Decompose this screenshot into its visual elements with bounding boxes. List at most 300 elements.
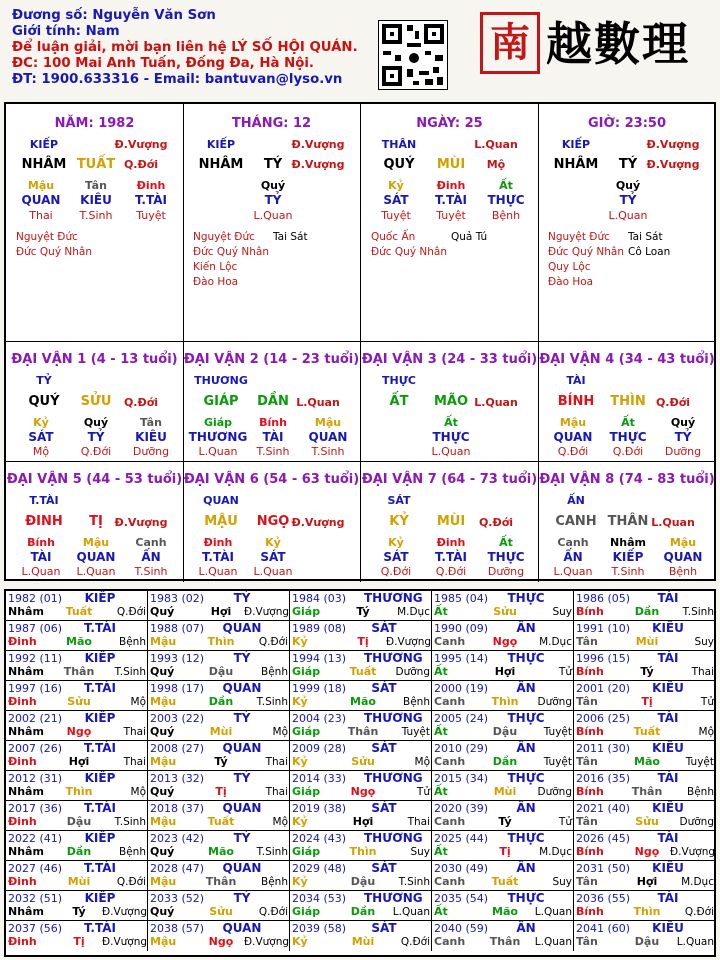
year-chi: Tý — [356, 605, 370, 618]
hidden-star: KIÊU — [80, 193, 112, 207]
extra-row — [193, 275, 353, 290]
dv-hidden-note: T.Sinh — [134, 565, 168, 578]
dv-hidden-note: Dưỡng — [487, 565, 525, 578]
extra-row — [371, 230, 531, 245]
year-state: Q.Đới — [258, 906, 288, 918]
year-can: Đinh — [8, 635, 37, 648]
dai-van-3 — [361, 342, 539, 462]
hidden-star: TỶ — [619, 193, 637, 207]
year-chi: Tị — [641, 695, 653, 708]
dai-van-1 — [6, 342, 184, 462]
year-cell — [432, 591, 574, 621]
year-state: L.Quan — [534, 906, 572, 918]
dv-hidden-can: Bính — [259, 416, 287, 429]
year-can: Giáp — [292, 785, 321, 798]
year-cell — [432, 681, 574, 711]
dv-hidden-star: SÁT — [28, 430, 54, 444]
year-label: 2019 (38) — [292, 802, 347, 815]
year-cell — [574, 711, 716, 741]
year-state: Thai — [123, 726, 146, 738]
hidden-can: Quý — [260, 179, 286, 192]
year-cell — [6, 921, 148, 951]
pillar-chi: TÝ — [263, 157, 283, 172]
year-label: 1985 (04) — [434, 592, 489, 605]
year-star: ẤN — [516, 681, 536, 695]
year-chi: Mão — [492, 905, 518, 918]
year-can: Canh — [434, 875, 466, 888]
year-can: Quý — [150, 605, 175, 618]
year-state: Mộ — [272, 816, 288, 828]
dv-hidden-star: TỶ — [674, 430, 692, 444]
year-chi: Tuất — [491, 875, 519, 888]
year-chi: Mão — [634, 755, 660, 768]
pillar-4 — [538, 104, 716, 342]
year-star: QUAN — [222, 621, 262, 635]
year-state: Thai — [691, 666, 714, 678]
year-label: 2031 (50) — [576, 862, 631, 875]
dai-van-chi: SỬU — [80, 394, 112, 409]
extra-row — [548, 245, 708, 260]
dv-hidden-star: SÁT — [383, 550, 409, 564]
qr-code-icon[interactable] — [378, 20, 448, 90]
year-star: SÁT — [371, 921, 397, 935]
year-label: 2024 (43) — [292, 832, 347, 845]
year-cell — [148, 591, 290, 621]
year-chi: Mùi — [635, 635, 659, 648]
year-state: T.Sinh — [114, 666, 146, 678]
extra-row — [16, 230, 176, 245]
year-label: 2011 (30) — [576, 742, 631, 755]
year-star: THƯƠNG — [364, 711, 423, 725]
year-can: Mậu — [150, 875, 177, 888]
year-label: 2023 (42) — [150, 832, 205, 845]
pillar-star-note: L.Quan — [474, 138, 518, 151]
year-cell — [432, 711, 574, 741]
pillar-2 — [183, 104, 361, 342]
year-chi: Sửu — [67, 695, 91, 708]
year-cell — [574, 591, 716, 621]
year-label: 1990 (09) — [434, 622, 489, 635]
pillar-3 — [361, 104, 539, 342]
dv-hidden-star: KIÊU — [135, 430, 167, 444]
dai-van-can: GIÁP — [203, 394, 239, 409]
year-can: Đinh — [8, 815, 37, 828]
year-can: Ất — [434, 785, 448, 798]
year-label: 1989 (08) — [292, 622, 347, 635]
year-can: Nhâm — [8, 665, 44, 678]
year-state: Đ.Vượng — [102, 906, 148, 918]
hidden-star: T.TÀI — [135, 193, 167, 207]
year-cell — [148, 621, 290, 651]
dai-van-can: BÍNH — [557, 394, 595, 409]
year-chi: Ngọ — [208, 935, 234, 948]
year-state: M.Dục — [539, 636, 572, 648]
year-can: Ất — [434, 725, 448, 738]
dv-hidden-note: L.Quan — [431, 445, 471, 458]
dai-van-star: QUAN — [203, 494, 239, 507]
dv-hidden-star: QUAN — [553, 430, 593, 444]
year-chi: Ngọ — [66, 725, 92, 738]
pillar-chi-note: Đ.Vượng — [291, 158, 345, 171]
owner-gender: Giới tính: Nam — [12, 24, 120, 39]
dv-hidden-star: THỰC — [609, 430, 647, 444]
year-star: QUAN — [222, 741, 262, 755]
year-can: Giáp — [292, 905, 321, 918]
year-label: 2039 (58) — [292, 922, 347, 935]
dv-hidden-note: L.Quan — [198, 565, 238, 578]
year-cell — [6, 891, 148, 921]
year-chi: Tị — [215, 785, 227, 798]
year-chi: Dậu — [208, 665, 234, 678]
year-star: KIÊU — [652, 741, 684, 755]
year-state: Suy — [694, 636, 714, 648]
year-star: KIẾP — [84, 891, 116, 905]
year-star: THƯƠNG — [364, 771, 423, 785]
dai-van-4 — [538, 342, 716, 462]
year-star: THỰC — [507, 711, 545, 725]
hidden-note: L.Quan — [608, 209, 648, 222]
year-label: 2008 (27) — [150, 742, 205, 755]
hidden-star: THỰC — [487, 193, 525, 207]
year-can: Giáp — [292, 725, 321, 738]
year-can: Kỷ — [292, 815, 308, 828]
year-can: Bính — [576, 785, 604, 798]
year-star: THỰC — [507, 771, 545, 785]
year-label: 2021 (40) — [576, 802, 631, 815]
dv-hidden-note: Mộ — [32, 445, 50, 458]
year-state: Đ.Vượng — [244, 606, 290, 618]
year-state: L.Quan — [392, 906, 430, 918]
dv-hidden-note: T.Sinh — [611, 565, 645, 578]
year-cell — [148, 921, 290, 951]
year-chi: Thân — [631, 785, 663, 798]
year-can: Kỷ — [292, 935, 308, 948]
dai-van-can: KỶ — [389, 514, 409, 529]
year-chi: Mùi — [493, 785, 517, 798]
year-cell — [148, 771, 290, 801]
dv-hidden-star: KIẾP — [612, 550, 644, 564]
dai-van-title: ĐẠI VẬN 8 (74 - 83 tuổi) — [539, 472, 715, 487]
year-chi: Thân — [63, 665, 95, 678]
dv-hidden-can: Giáp — [203, 416, 233, 429]
year-label: 2016 (35) — [576, 772, 631, 785]
dai-van-8 — [538, 462, 716, 582]
year-chi: Tý — [498, 815, 512, 828]
year-can: Nhâm — [8, 785, 44, 798]
year-star: KIẾP — [84, 771, 116, 785]
year-state: T.Sinh — [256, 696, 288, 708]
year-star: QUAN — [222, 681, 262, 695]
year-chi: Ngọ — [634, 845, 660, 858]
extra-row — [371, 245, 531, 260]
year-can: Mậu — [150, 755, 177, 768]
year-state: M.Dục — [539, 846, 572, 858]
dv-hidden-note: T.Sinh — [256, 445, 290, 458]
year-cell — [6, 651, 148, 681]
year-cell — [148, 741, 290, 771]
year-label: 2003 (22) — [150, 712, 205, 725]
year-state: M.Dục — [397, 606, 430, 618]
year-can: Nhâm — [8, 905, 44, 918]
hidden-note: L.Quan — [253, 209, 293, 222]
dai-van-title: ĐẠI VẬN 7 (64 - 73 tuổi) — [361, 472, 538, 487]
dai-van-chi: THÌN — [610, 394, 646, 409]
year-cell — [290, 921, 432, 951]
dv-hidden-star: ẤN — [563, 550, 583, 564]
year-cell — [574, 681, 716, 711]
year-state: Tuyệt — [543, 756, 572, 768]
year-label: 2015 (34) — [434, 772, 489, 785]
dv-hidden-star: TỶ — [87, 430, 105, 444]
year-state: Bệnh — [687, 786, 714, 798]
year-can: Đinh — [8, 875, 37, 888]
year-star: T.TÀI — [84, 801, 116, 815]
year-chi: Hợi — [636, 875, 658, 888]
year-cell — [432, 861, 574, 891]
year-cell — [432, 651, 574, 681]
dv-hidden-star: T.TÀI — [435, 550, 467, 564]
year-cell — [6, 711, 148, 741]
year-state: T.Sinh — [682, 606, 714, 618]
hidden-can: Quý — [615, 179, 641, 192]
pillar-title: NGÀY: 25 — [416, 116, 483, 131]
extra-row — [548, 275, 708, 290]
year-state: Thai — [265, 756, 288, 768]
pillar-extras — [548, 230, 708, 290]
year-state: Tử — [700, 696, 714, 708]
year-star: KIẾP — [84, 711, 116, 725]
year-can: Đinh — [8, 755, 37, 768]
year-cell — [290, 681, 432, 711]
year-cell — [574, 771, 716, 801]
hidden-can: Mậu — [27, 179, 55, 192]
year-label: 2012 (31) — [8, 772, 63, 785]
year-can: Ất — [434, 905, 448, 918]
year-chi: Thìn — [349, 845, 377, 858]
year-state: T.Sinh — [398, 876, 430, 888]
extra-star: Đức Quý Nhân — [548, 246, 624, 258]
year-state: Bệnh — [119, 636, 146, 648]
year-star: TÀI — [657, 591, 679, 605]
pillar-title: GIỜ: 23:50 — [588, 116, 666, 131]
year-state: Dưỡng — [679, 816, 714, 828]
dv-hidden-note: Q.Đới — [80, 445, 112, 458]
year-star: KIẾP — [84, 831, 116, 845]
hidden-note: Bệnh — [491, 209, 521, 222]
year-label: 2010 (29) — [434, 742, 489, 755]
year-chi: Dần — [66, 845, 92, 858]
year-chi: Tuất — [65, 605, 93, 618]
dai-van-chi: NGỌ — [256, 514, 290, 529]
pillar-chi-note: Đ.Vượng — [646, 158, 700, 171]
year-chi: Mùi — [351, 935, 375, 948]
year-chi: Hợi — [210, 605, 232, 618]
year-chi: Hợi — [352, 815, 374, 828]
dv-hidden-note: L.Quan — [198, 445, 238, 458]
year-label: 2022 (41) — [8, 832, 63, 845]
pillar-1 — [6, 104, 184, 342]
pillar-title: NĂM: 1982 — [54, 116, 135, 131]
hidden-star: T.TÀI — [435, 193, 467, 207]
year-star: ẤN — [516, 861, 536, 875]
year-cell — [290, 771, 432, 801]
year-star: ẤN — [516, 621, 536, 635]
year-chi: Thân — [347, 725, 379, 738]
year-label: 2035 (54) — [434, 892, 489, 905]
year-star: KIÊU — [652, 681, 684, 695]
dv-hidden-can: Mậu — [82, 536, 110, 549]
year-label: 2017 (36) — [8, 802, 63, 815]
dai-van-title: ĐẠI VẬN 6 (54 - 63 tuổi) — [183, 472, 360, 487]
year-cell — [432, 801, 574, 831]
year-can: Canh — [434, 815, 466, 828]
year-cell — [290, 831, 432, 861]
year-label: 2040 (59) — [434, 922, 489, 935]
year-star: THƯƠNG — [364, 831, 423, 845]
year-cell — [6, 741, 148, 771]
dv-hidden-can: Đinh — [203, 536, 233, 549]
year-label: 1992 (11) — [8, 652, 63, 665]
year-cell — [6, 771, 148, 801]
year-state: Mộ — [414, 756, 430, 768]
extra-star-2: Tai Sát — [273, 231, 308, 243]
year-chi: Dậu — [350, 875, 376, 888]
year-state: Dưỡng — [395, 666, 430, 678]
year-chi: Dậu — [66, 815, 92, 828]
extra-star: Đức Quý Nhân — [16, 246, 92, 258]
dv-hidden-star: T.TÀI — [202, 550, 234, 564]
year-cell — [290, 801, 432, 831]
year-state: Suy — [552, 876, 572, 888]
year-state: Đ.Vượng — [102, 936, 148, 948]
year-label: 2007 (26) — [8, 742, 63, 755]
year-label: 1991 (10) — [576, 622, 631, 635]
year-state: Bệnh — [403, 696, 430, 708]
year-can: Canh — [434, 635, 466, 648]
dv-hidden-can: Ất — [621, 416, 635, 429]
year-can: Tân — [576, 695, 598, 708]
year-state: Dưỡng — [537, 786, 572, 798]
year-star: T.TÀI — [84, 621, 116, 635]
year-chi: Thìn — [207, 635, 235, 648]
dv-hidden-note: Q.Đới — [557, 445, 589, 458]
year-cell — [148, 681, 290, 711]
extra-star: Quốc Ấn — [371, 231, 416, 243]
dai-van-can: CANH — [555, 514, 597, 529]
year-label: 1984 (03) — [292, 592, 347, 605]
year-star: SÁT — [371, 861, 397, 875]
dai-van-chi: DẦN — [257, 394, 289, 409]
year-can: Ất — [434, 845, 448, 858]
year-state: Q.Đới — [116, 876, 146, 888]
year-can: Bính — [576, 845, 604, 858]
year-cell — [574, 891, 716, 921]
dv-hidden-note: Bệnh — [668, 565, 698, 578]
year-state: Q.Đới — [400, 936, 430, 948]
year-state: Mộ — [130, 786, 146, 798]
dai-van-star: ẤN — [567, 494, 585, 507]
hidden-can: Đinh — [136, 179, 166, 192]
year-cell — [432, 621, 574, 651]
dai-van-star: THỰC — [382, 374, 416, 387]
year-chi: Mão — [350, 695, 376, 708]
year-star: THỰC — [507, 651, 545, 665]
year-chi: Hợi — [68, 755, 90, 768]
year-chi: Tị — [357, 635, 369, 648]
year-label: 2034 (53) — [292, 892, 347, 905]
year-can: Ất — [434, 665, 448, 678]
dai-van-star: T.TÀI — [29, 494, 59, 507]
dv-hidden-note: L.Quan — [253, 565, 293, 578]
dai-van-5 — [6, 462, 184, 582]
year-chi: Dần — [492, 755, 518, 768]
extra-star: Đức Quý Nhân — [193, 246, 269, 258]
dv-hidden-star: QUAN — [308, 430, 348, 444]
year-cell — [432, 831, 574, 861]
dai-van-chi: MÃO — [433, 394, 469, 409]
header — [0, 0, 720, 100]
year-label: 2027 (46) — [8, 862, 63, 875]
year-label: 1993 (12) — [150, 652, 205, 665]
pillar-can: NHÂM — [198, 157, 244, 172]
dv-hidden-can: Đinh — [436, 536, 466, 549]
year-chi: Thìn — [65, 785, 93, 798]
year-can: Mậu — [150, 935, 177, 948]
year-star: QUAN — [222, 921, 262, 935]
year-cell — [574, 861, 716, 891]
year-label: 1994 (13) — [292, 652, 347, 665]
year-star: QUAN — [222, 801, 262, 815]
year-label: 2033 (52) — [150, 892, 205, 905]
year-label: 1997 (16) — [8, 682, 63, 695]
pillar-can: QUÝ — [383, 157, 415, 172]
year-label: 2014 (33) — [292, 772, 347, 785]
year-label: 1986 (05) — [576, 592, 631, 605]
extra-star: Đào Hoa — [548, 276, 594, 288]
dv-hidden-note: T.Sinh — [311, 445, 345, 458]
year-label: 2002 (21) — [8, 712, 63, 725]
owner-name: Đương số: Nguyễn Văn Sơn — [12, 8, 216, 23]
year-star: KIẾP — [84, 651, 116, 665]
dv-hidden-note: Q.Đới — [435, 565, 467, 578]
year-label: 2030 (49) — [434, 862, 489, 875]
year-chi: Thìn — [491, 695, 519, 708]
year-chi: Hợi — [494, 665, 516, 678]
year-can: Tân — [576, 635, 598, 648]
year-state: L.Quan — [534, 936, 572, 948]
hidden-can: Đinh — [436, 179, 466, 192]
year-can: Giáp — [292, 845, 321, 858]
year-star: TỶ — [233, 771, 251, 785]
extra-row — [16, 245, 176, 260]
year-star: THƯƠNG — [364, 591, 423, 605]
year-chi: Dậu — [492, 725, 518, 738]
year-can: Kỷ — [292, 635, 308, 648]
year-state: Mộ — [698, 726, 714, 738]
extra-star: Nguyệt Đức — [548, 231, 610, 243]
dai-van-title: ĐẠI VẬN 3 (24 - 33 tuổi) — [361, 352, 538, 367]
year-label: 2026 (45) — [576, 832, 631, 845]
dv-hidden-note: Q.Đới — [380, 565, 412, 578]
year-can: Tân — [576, 755, 598, 768]
dv-hidden-note: Q.Đới — [612, 445, 644, 458]
year-cell — [148, 861, 290, 891]
pillar-extras — [16, 230, 176, 260]
year-star: KIẾP — [84, 591, 116, 605]
year-cell — [290, 591, 432, 621]
year-label: 1995 (14) — [434, 652, 489, 665]
year-can: Giáp — [292, 665, 321, 678]
